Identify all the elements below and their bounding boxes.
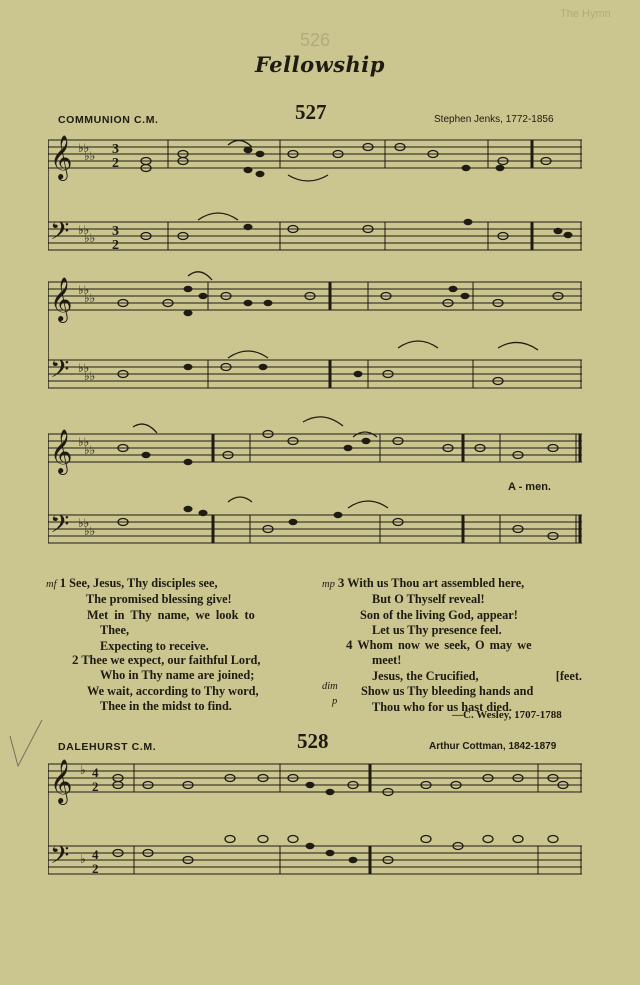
verse-3-text-3: Son of the living God, appear! (360, 607, 518, 622)
svg-text:♭♭: ♭♭ (84, 524, 96, 538)
verse-4-overflow-word: [feet. (555, 668, 582, 683)
hymn-527-system-2 (48, 268, 582, 408)
svg-text:2: 2 (112, 156, 119, 171)
hymn-528-tune-name: DALEHURST C.M. (58, 741, 157, 753)
hymn-527-verse-4 (346, 637, 582, 715)
hymn-527-verse-2 (72, 652, 312, 715)
svg-text:♭: ♭ (80, 763, 86, 777)
verse-1-text-2: The promised blessing give! (86, 592, 232, 607)
verse-4-text-3: Jesus, the Crucified, (372, 668, 479, 683)
verse-3-number: 3 (337, 575, 345, 590)
verse-1-line-1 (46, 575, 306, 592)
svg-text:4: 4 (92, 847, 99, 862)
svg-text:♭♭: ♭♭ (78, 283, 90, 297)
svg-text:4: 4 (92, 765, 99, 780)
verse-3-text-4: Let us Thy presence feel. (372, 623, 502, 638)
svg-text:♭♭: ♭♭ (84, 291, 96, 305)
verse-2-number: 2 (72, 652, 79, 667)
verse-2-text-4: Thee in the midst to find. (100, 699, 232, 714)
svg-text:2: 2 (92, 861, 99, 876)
verse-4-dynamic-p: p (332, 696, 338, 707)
svg-text:𝄞: 𝄞 (50, 429, 73, 473)
verse-4-text-2: meet! (372, 653, 402, 668)
music-notation-system-1 (48, 130, 582, 260)
svg-text:𝄢: 𝄢 (50, 510, 70, 545)
verse-3-text-1: With us Thou art assembled here, (347, 576, 525, 590)
hymn-527-tune-name: COMMUNION C.M. (58, 114, 159, 126)
verse-2-text-2: Who in Thy name are joined; (100, 668, 255, 683)
verse-1-dynamic: mf (46, 579, 57, 590)
verse-1-text-4: Thee, (100, 623, 130, 638)
svg-text:𝄞: 𝄞 (50, 135, 73, 179)
hymn-527-system-1 (48, 130, 582, 260)
verse-3-text-2: But O Thyself reveal! (372, 592, 485, 607)
svg-text:2: 2 (112, 238, 119, 253)
pencil-mark-icon (4, 718, 44, 778)
svg-text:♭♭: ♭♭ (78, 516, 90, 530)
verse-2-text-1: Thee we expect, our faithful Lord, (81, 653, 261, 667)
svg-text:𝄢: 𝄢 (50, 217, 70, 252)
verse-4-dynamic-dim: dim (322, 681, 338, 692)
hymn-528-system-1 (48, 752, 582, 887)
svg-text:𝄞: 𝄞 (50, 759, 73, 803)
verse-1-text-3: Met in Thy name, we look to (87, 607, 255, 622)
verse-3-dynamic: mp (322, 579, 335, 590)
svg-text:♭♭: ♭♭ (84, 231, 96, 245)
hymn-528-composer: Arthur Cottman, 1842-1879 (429, 741, 557, 752)
svg-text:♭♭: ♭♭ (78, 223, 90, 237)
hymn-527-amen-label: A - men. (508, 481, 551, 493)
music-notation-system-2 (48, 268, 582, 408)
verse-2-line-1 (72, 652, 312, 668)
music-notation-system-528 (48, 752, 582, 887)
svg-text:♭♭: ♭♭ (84, 149, 96, 163)
svg-text:𝄞: 𝄞 (50, 277, 73, 321)
svg-text:𝄢: 𝄢 (50, 841, 70, 876)
svg-text:2: 2 (92, 779, 99, 794)
svg-text:3: 3 (112, 224, 119, 239)
section-title: Fellowship (255, 52, 385, 77)
bleed-through-number: 526 (300, 30, 331, 50)
hymn-527-attribution: —C. Wesley, 1707-1788 (452, 709, 562, 721)
verse-4-number: 4 (346, 637, 353, 652)
hymn-527-system-3 (48, 412, 582, 557)
svg-text:♭♭: ♭♭ (84, 443, 96, 457)
verse-1-number: 1 (59, 575, 67, 590)
music-notation-system-3 (48, 412, 582, 557)
verse-2-text-3: We wait, according to Thy word, (87, 683, 259, 698)
svg-text:♭♭: ♭♭ (78, 361, 90, 375)
verse-4-line-3 (346, 669, 582, 684)
svg-text:♭: ♭ (80, 852, 86, 866)
hymn-527-composer: Stephen Jenks, 1772-1856 (434, 114, 554, 125)
verse-4-text-5: Thou who for us hast died. (372, 699, 512, 714)
svg-text:♭♭: ♭♭ (78, 435, 90, 449)
verse-4-line-1 (346, 637, 582, 653)
svg-text:3: 3 (112, 142, 119, 157)
hymn-527-verse-1 (46, 575, 306, 654)
hymn-527-number: 527 (295, 100, 327, 124)
svg-text:𝄢: 𝄢 (50, 355, 70, 390)
hymn-527-verse-3 (322, 575, 582, 639)
verse-4-text-4: Show us Thy bleeding hands and (361, 684, 534, 699)
verse-1-text-5: Expecting to receive. (100, 638, 209, 653)
bleed-through-header: The Hymn (560, 8, 611, 20)
svg-text:♭♭: ♭♭ (78, 141, 90, 155)
hymn-528-number: 528 (297, 729, 329, 753)
verse-3-line-1 (322, 575, 582, 592)
verse-1-text-1: See, Jesus, Thy disciples see, (69, 576, 218, 590)
verse-4-text-1: Whom now we seek, O may we (357, 638, 532, 652)
svg-text:♭♭: ♭♭ (84, 369, 96, 383)
